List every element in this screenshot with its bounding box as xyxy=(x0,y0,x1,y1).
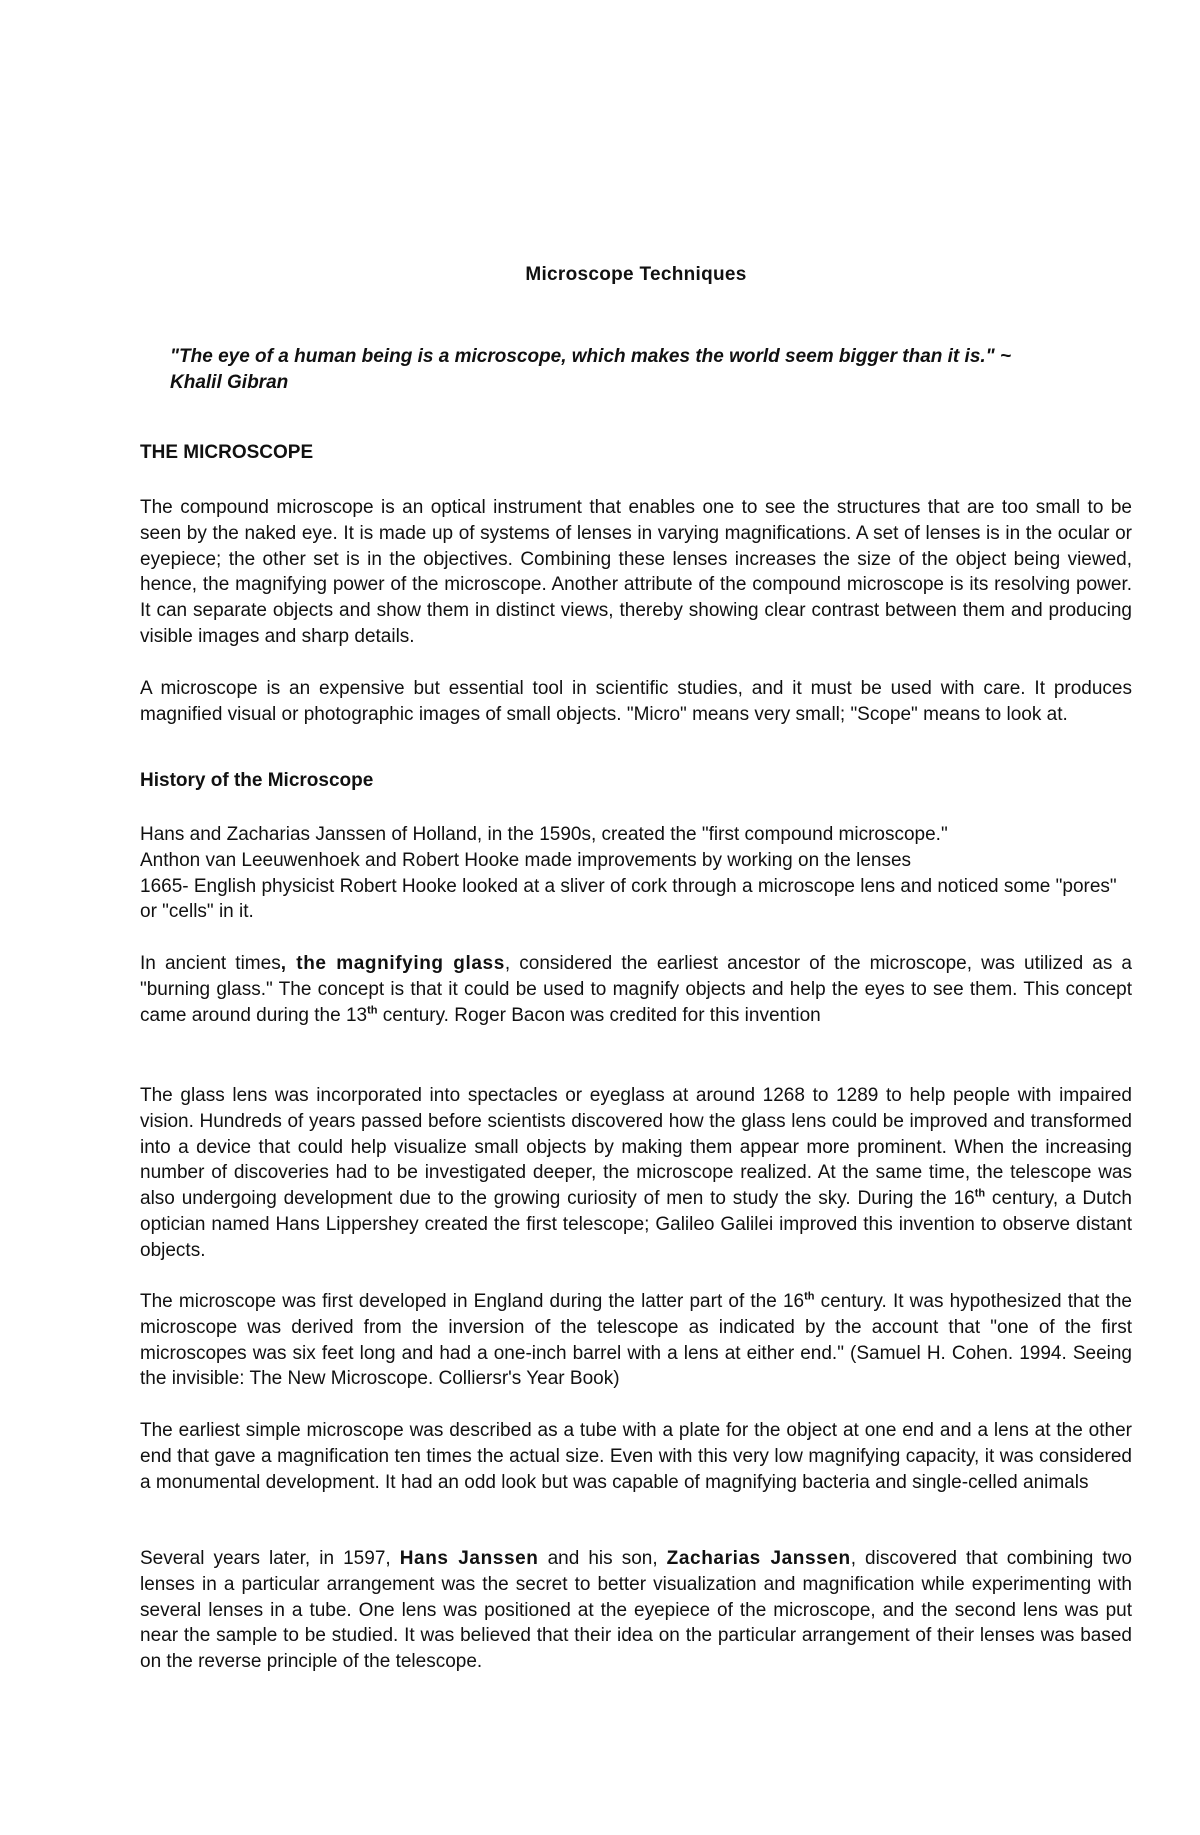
text-run: century. It was hypothesized that the microscope was derived from the inversion of the telescope as indicated by the account that "one of the first microscopes was six feet long and had a one-inch barrel with a lens at either end." (Samuel H. Cohen. 1994. Seeing the invisible: The New Microscope. Colliersr's Year Book) xyxy=(140,1291,1132,1390)
history-summary xyxy=(140,822,1132,925)
superscript: th xyxy=(804,1290,815,1303)
section-heading-microscope: THE MICROSCOPE xyxy=(140,442,314,463)
history-line-hooke: 1665- English physicist Robert Hooke looked at a sliver of cork through a microscope lens and noticed some "pores" or "cells" in it. xyxy=(140,875,1117,923)
section-heading-history: History of the Microscope xyxy=(140,770,374,791)
quote-attribution: Khalil Gibran xyxy=(170,372,289,393)
emphasis-hans-janssen: Hans Janssen xyxy=(399,1548,539,1569)
paragraph-glass-lens xyxy=(140,1083,1132,1264)
text-run: , discovered that combining two lenses in a particular arrangement was the secret to better visualization and magnification while experimenting with several lenses in a tube. One lens was positioned at the eyepiece of the microscope, and the second lens was put near the sample to be studied. It was believed that their idea on the particular arrangement of their lenses was based on the reverse principle of the telescope. xyxy=(140,1548,1132,1673)
emphasis-magnifying-glass: , the magnifying glass xyxy=(280,953,505,974)
superscript: th xyxy=(367,1004,378,1017)
emphasis-zacharias-janssen: Zacharias Janssen xyxy=(666,1548,851,1569)
text-run: century. Roger Bacon was credited for this invention xyxy=(377,1004,821,1026)
epigraph-quote xyxy=(170,344,1090,396)
text-run: , considered the earliest ancestor of the microscope, was utilized as a "burning glass." The concept is that it could be used to magnify objects and help the eyes to see them. This concept came around during the 13 xyxy=(140,953,1132,1026)
text-run: century, a Dutch optician named Hans Lippershey created the first telescope; Galileo Galilei improved this invention to observe distant objects. xyxy=(140,1188,1132,1261)
history-line-leeuwenhoek: Anthon van Leeuwenhoek and Robert Hooke made improvements by working on the lenses xyxy=(140,849,912,871)
document-title: Microscope Techniques xyxy=(525,264,747,285)
history-line-janssen: Hans and Zacharias Janssen of Holland, in the 1590s, created the "first compound microscope." xyxy=(140,824,948,845)
paragraph-microscope-tool: A microscope is an expensive but essential tool in scientific studies, and it must be used with care. It produces magnified visual or photographic images of small objects. "Micro" means very small; "Scope" means to look at. xyxy=(140,678,1132,725)
text-run: In ancient times xyxy=(140,953,281,974)
paragraph-england-development xyxy=(140,1289,1132,1392)
quote-line: "The eye of a human being is a microscope, which makes the world seem bigger than it is." ~ xyxy=(170,346,1012,367)
paragraph-janssen-discovery xyxy=(140,1546,1132,1675)
text-run: Several years later, in 1597, xyxy=(140,1548,400,1569)
paragraph-magnifying-glass xyxy=(140,951,1132,1028)
text-run: and his son, xyxy=(538,1548,667,1569)
superscript: th xyxy=(974,1187,986,1200)
text-run: The glass lens was incorporated into spectacles or eyeglass at around 1268 to 1289 to help people with impaired vision. Hundreds of years passed before scientists discovered how the glass lens could be improved and transformed into a device that could help visualize small objects by making them appear more prominent. When the increasing number of discoveries had to be investigated deeper, the microscope realized. At the same time, the telescope was also undergoing development due to the growing curiosity of men to study the sky. During the 16 xyxy=(140,1085,1132,1210)
paragraph-compound-microscope: The compound microscope is an optical instrument that enables one to see the structures that are too small to be seen by the naked eye. It is made up of systems of lenses in varying magnifications. A set of lenses is in the ocular or eyepiece; the other set is in the objectives. Combining these lenses increases the size of the object being viewed, hence, the magnifying power of the microscope. Another attribute of the compound microscope is its resolving power. It can separate objects and show them in distinct views, thereby showing clear contrast between them and producing visible images and sharp details. xyxy=(140,497,1132,647)
text-run: The microscope was first developed in England during the latter part of the 16 xyxy=(140,1291,805,1312)
paragraph-simple-microscope: The earliest simple microscope was described as a tube with a plate for the object at one end and a lens at the other end that gave a magnification ten times the actual size. Even with this very low magnifying capacity, it was considered a monumental development. It had an odd look but was capable of magnifying bacteria and single-celled animals xyxy=(140,1420,1132,1493)
